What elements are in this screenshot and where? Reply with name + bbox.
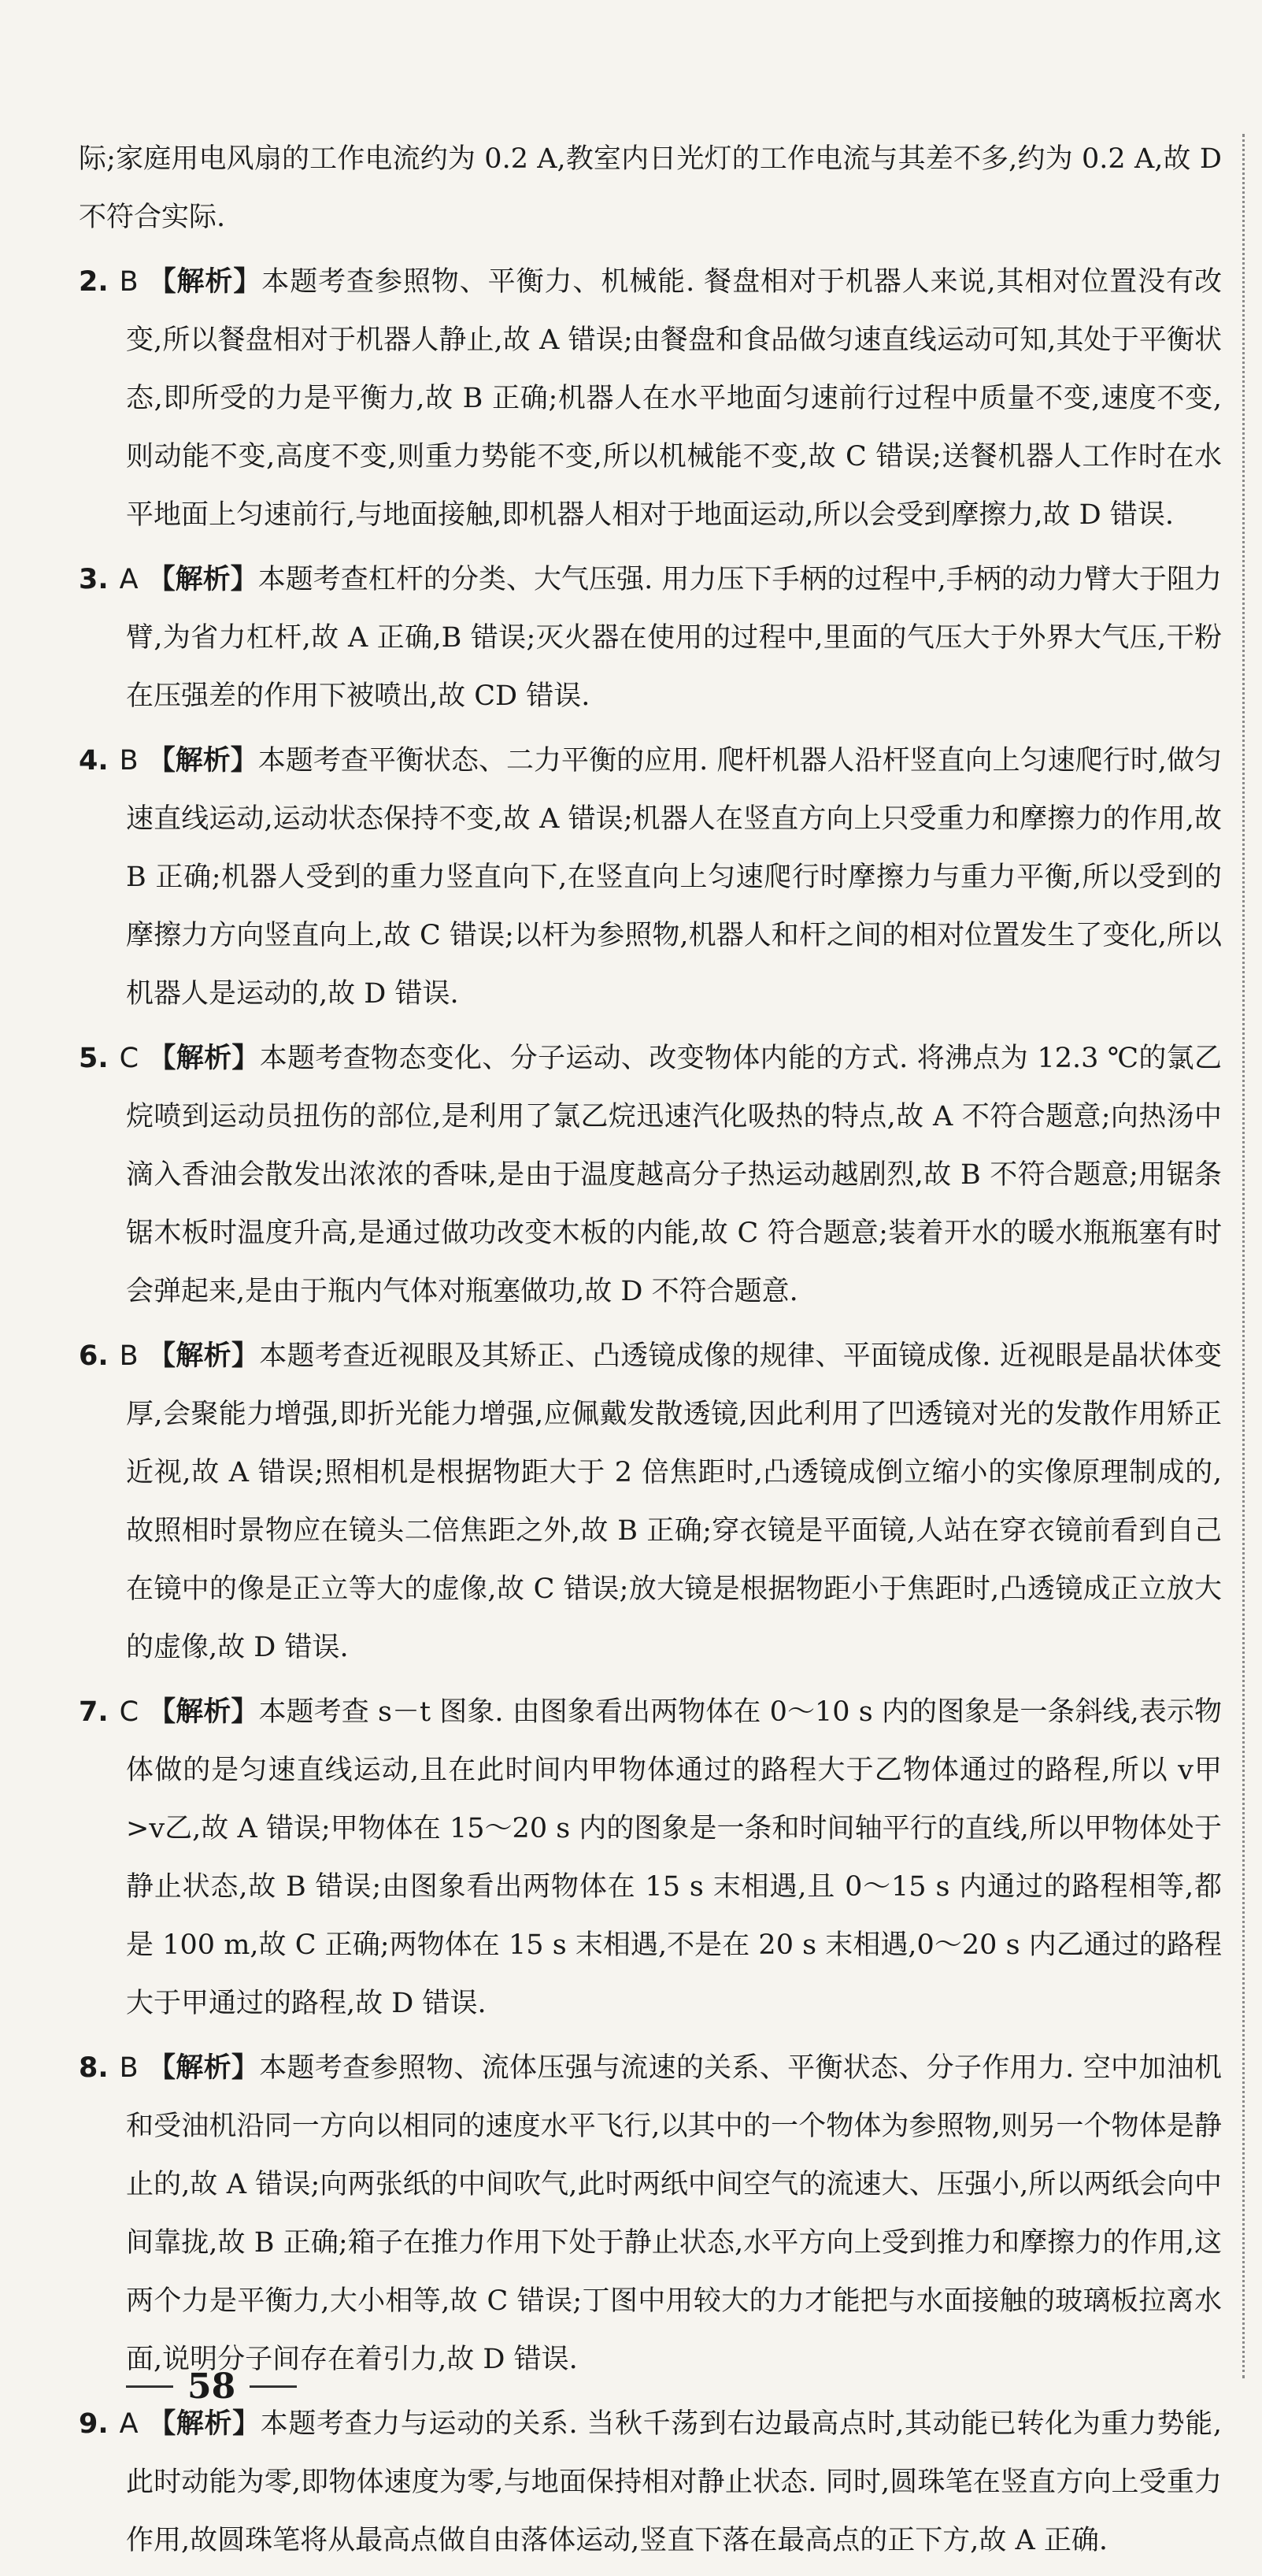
answer-item-8 [79,2039,1222,2389]
item-number: 5. [79,1043,109,1074]
intro-paragraph: 际;家庭用电风扇的工作电流约为 0.2 A,教室内日光灯的工作电流与其差不多,约为 0.2 A,故 D 不符合实际. [79,143,1222,233]
analysis-tag: 【解析】 [147,2408,261,2440]
item-text: 本题考查物态变化、分子运动、改变物体内能的方式. 将沸点为 12.3 ℃的氯乙烷喷到运动员扭伤的部位,是利用了氯乙烷迅速汽化吸热的特点,故 A 不符合题意;向热汤中滴入香油会散发出浓浓的香味,是由于温度越高分子热运动越剧烈,故 B 不符合题意;用锯条锯木板时温度升高,是通过做功改变木板的内能,故 C 符合题意;装着开水的暖水瓶瓶塞有时会弹起来,是由于瓶内气体对瓶塞做功,故 D 不符合题意. [126,1043,1222,1307]
analysis-tag: 【解析】 [148,1696,259,1728]
footer-dash-right [250,2385,297,2388]
analysis-tag: 【解析】 [147,1340,260,1372]
analysis-tag: 【解析】 [148,1043,260,1074]
item-number: 9. [79,2408,109,2440]
analysis-tag: 【解析】 [147,266,262,298]
item-number: 8. [79,2052,109,2084]
item-number: 4. [79,745,109,777]
answer-item-5 [79,1029,1222,1321]
answer-item-3 [79,550,1222,725]
answer-item-2 [79,253,1222,544]
footer-dash-left [126,2385,173,2388]
item-answer: B [119,2052,139,2084]
answer-item-7 [79,1683,1222,2033]
item-answer: B [119,1340,139,1372]
item-text: 本题考查平衡状态、二力平衡的应用. 爬杆机器人沿杆竖直向上匀速爬行时,做匀速直线运动,运动状态保持不变,故 A 错误;机器人在竖直方向上只受重力和摩擦力的作用,故 B 正确;机器人受到的重力竖直向下,在竖直向上匀速爬行时摩擦力与重力平衡,所以受到的摩擦力方向竖直向上,故 C 错误;以杆为参照物,机器人和杆之间的相对位置发生了变化,所以机器人是运动的,故 D 错误. [126,745,1222,1010]
item-number: 3. [79,564,109,595]
item-answer: B [119,266,139,298]
item-number: 2. [79,266,109,298]
item-answer: C [119,1043,139,1074]
analysis-tag: 【解析】 [147,745,258,777]
answer-item-6 [79,1327,1222,1677]
answer-item-9 [79,2395,1222,2570]
page-number: 58 [187,2367,236,2407]
item-number: 6. [79,1340,109,1372]
item-text: 本题考查近视眼及其矫正、凸透镜成像的规律、平面镜成像. 近视眼是晶状体变厚,会聚能力增强,即折光能力增强,应佩戴发散透镜,因此利用了凹透镜对光的发散作用矫正近视,故 A 错误;照相机是根据物距大于 2 倍焦距时,凸透镜成倒立缩小的实像原理制成的,故照相时景物应在镜头二倍焦距之外,故 B 正确;穿衣镜是平面镜,人站在穿衣镜前看到自己在镜中的像是正立等大的虚像,故 C 错误;放大镜是根据物距小于焦距时,凸透镜成正立放大的虚像,故 D 错误. [126,1340,1222,1663]
answer-content [79,130,1222,2576]
item-answer: A [119,564,139,595]
dotted-cut-line [1242,134,1245,2378]
item-text: 本题考查杠杆的分类、大气压强. 用力压下手柄的过程中,手柄的动力臂大于阻力臂,为省力杠杆,故 A 正确,B 错误;灭火器在使用的过程中,里面的气压大于外界大气压,干粉在压强差的作用下被喷出,故 CD 错误. [126,564,1222,712]
item-answer: B [119,745,139,777]
page-footer [126,2367,297,2407]
item-number: 7. [79,1696,109,1728]
item-answer: A [119,2408,139,2440]
item-text: 本题考查力与运动的关系. 当秋千荡到右边最高点时,其动能已转化为重力势能,此时动能为零,即物体速度为零,与地面保持相对静止状态. 同时,圆珠笔在竖直方向上受重力作用,故圆珠笔将从最高点做自由落体运动,竖直下落在最高点的正下方,故 A 正确. [126,2408,1222,2556]
answer-item-4 [79,732,1222,1023]
item-text: 本题考查参照物、流体压强与流速的关系、平衡状态、分子作用力. 空中加油机和受油机沿同一方向以相同的速度水平飞行,以其中的一个物体为参照物,则另一个物体是静止的,故 A 错误;向两张纸的中间吹气,此时两纸中间空气的流速大、压强小,所以两纸会向中间靠拢,故 B 正确;箱子在推力作用下处于静止状态,水平方向上受到推力和摩擦力的作用,这两个力是平衡力,大小相等,故 C 错误;丁图中用较大的力才能把与水面接触的玻璃板拉离水面,说明分子间存在着引力,故 D 错误. [126,2052,1222,2375]
analysis-tag: 【解析】 [147,2052,260,2084]
item-text: 本题考查 s－t 图象. 由图象看出两物体在 0～10 s 内的图象是一条斜线,表示物体做的是匀速直线运动,且在此时间内甲物体通过的路程大于乙物体通过的路程,所以 v甲 >v乙,故 A 错误;甲物体在 15～20 s 内的图象是一条和时间轴平行的直线,所以甲物体处于静止状态,故 B 错误;由图象看出两物体在 15 s 末相遇,且 0～15 s 内通过的路程相等,都是 100 m,故 C 正确;两物体在 15 s 末相遇,不是在 20 s 末相遇,0～20 s 内乙通过的路程大于甲通过的路程,故 D 错误. [126,1696,1222,2019]
analysis-tag: 【解析】 [147,564,258,595]
item-answer: C [119,1696,139,1728]
item-text: 本题考查参照物、平衡力、机械能. 餐盘相对于机器人来说,其相对位置没有改变,所以餐盘相对于机器人静止,故 A 错误;由餐盘和食品做匀速直线运动可知,其处于平衡状态,即所受的力是平衡力,故 B 正确;机器人在水平地面匀速前行过程中质量不变,速度不变,则动能不变,高度不变,则重力势能不变,所以机械能不变,故 C 错误;送餐机器人工作时在水平地面上匀速前行,与地面接触,即机器人相对于地面运动,所以会受到摩擦力,故 D 错误. [126,266,1222,531]
